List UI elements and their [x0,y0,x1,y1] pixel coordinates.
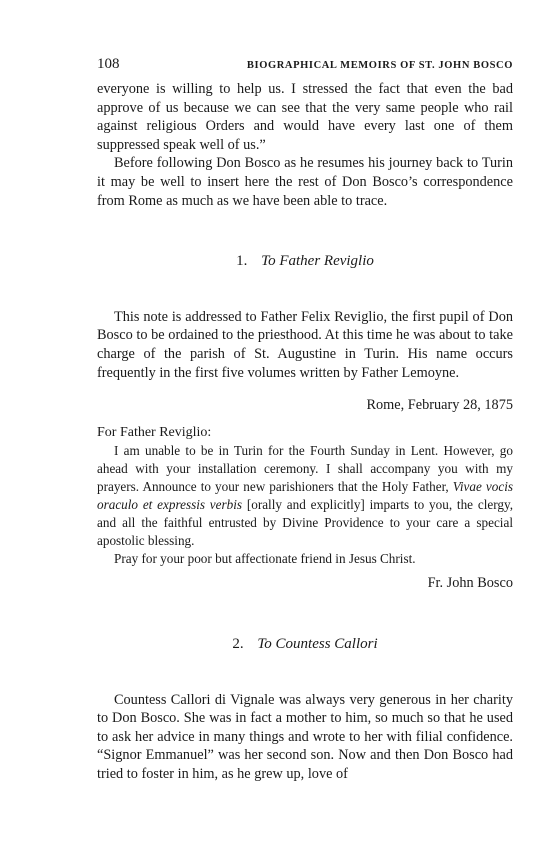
continuation-paragraph: everyone is willing to help us. I stressed the fact that even the bad approve of us because we can see that the very same people who rail against religious Orders and would have every last one of them suppressed speak well of us.” [97,81,513,153]
running-head: BIOGRAPHICAL MEMOIRS OF ST. JOHN BOSCO [246,60,513,71]
section-title: To Countess Callori [257,635,378,652]
letter-dateline: Rome, February 28, 1875 [366,397,513,414]
page-number: 108 [97,56,120,72]
section-title: To Father Reviglio [261,253,374,270]
letter-body [97,442,513,568]
section-heading-2 [97,635,513,654]
section-heading-1 [97,252,513,271]
section-intro-paragraph: Countess Callori di Vignale was always very generous in her charity to Don Bosco. She was in fact a mother to him, so much so that he used to ask her advice in many things and wrote to her with filial confidence. “Signor Emmanuel” was her second son. Now and then Don Bosco had tried to foster in him, as he grew up, love of [97,691,513,782]
section-intro-paragraph: This note is addressed to Father Felix Reviglio, the first pupil of Don Bosco to be ordained to the priesthood. At this time he was about to take charge of the parish of St. Augustine in Turin. His name occurs frequently in the first five volumes written by Father Lemoyne. [97,308,513,381]
book-page [97,56,513,783]
transition-paragraph: Before following Don Bosco as he resumes his journey back to Turin it may be well to insert here the rest of Don Bosco’s correspondence from Rome as much as we have been able to trace. [97,155,513,209]
letter-closing: Pray for your poor but affectionate friend in Jesus Christ. [114,551,416,567]
section-number: 1. [236,253,248,270]
letter-salutation: For Father Reviglio: [97,424,212,440]
section-number: 2. [232,635,244,652]
letter-signature: Fr. John Bosco [427,575,513,592]
page-header [97,56,513,80]
letter-paragraph: I am unable to be in Turin for the Fourth Sunday in Lent. However, go ahead with your installation ceremony. I shall accompany you with my prayers. Announce to your new parishioners that the Holy Father, Vivae vocis oraculo et expressis verbis [orally and explicitly] imparts to you, the clergy, and all the faithful entrusted by Divine Providence to your care a special apostolic blessing. [97,443,513,549]
latin-phrase: Vivae vocis oraculo et expressis verbis [97,479,513,513]
